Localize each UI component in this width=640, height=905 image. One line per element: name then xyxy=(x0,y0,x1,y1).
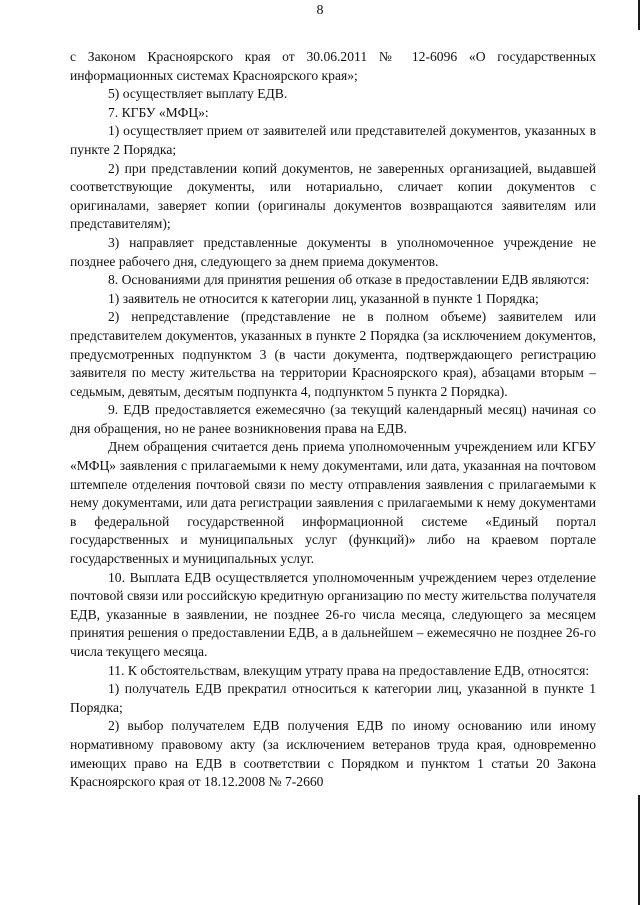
paragraph: 1) заявитель не относится к категории лиц, указанной в пункте 1 Порядка; xyxy=(108,290,539,306)
paragraph: 11. К обстоятельствам, влекущим утрату права на предоставление ЕДВ, относятся: xyxy=(108,662,590,678)
paragraph: 2) непредставление (представление не в полном объеме) заявителем или представителем документов, указанных в пункте 2 Порядка (за исключением документов, предусмотренных подпунктом 3 (в части документа, подтверждающего регистрацию заявителя по месту жительства на территории Красноярского края), абзацами вторым – седьмым, девятым, десятым подпункта 4, подпунктом 5 пункта 2 Порядка). xyxy=(70,309,596,399)
page-number: 8 xyxy=(316,3,324,18)
paragraph: 5) осуществляет выплату ЕДВ. xyxy=(108,86,288,102)
paragraph: 1) осуществляет прием от заявителей или представителей документов, указанных в пункте 2 Порядка; xyxy=(70,123,596,157)
paragraph: 7. КГБУ «МФЦ»: xyxy=(108,104,209,120)
paragraph: 3) направляет представленные документы в уполномоченное учреждение не позднее рабочего дня, следующего за днем приема документов. xyxy=(70,234,596,269)
document-body xyxy=(70,48,596,792)
paragraph: 1) получатель ЕДВ прекратил относиться к категории лиц, указанной в пункте 1 Порядка; xyxy=(70,681,596,715)
paragraph: 8. Основаниями для принятия решения об отказе в предоставлении ЕДВ являются: xyxy=(108,272,590,288)
paragraph: Днем обращения считается день приема уполномоченным учреждением или КГБУ «МФЦ» заявления с прилагаемыми к нему документами, или дата, указанная на почтовом штемпеле отделения почтовой связи по месту отправления заявления с прилагаемыми к нему документами, или дата регистрации заявления с прилагаемыми к нему документами в федеральной государственной информационной системе «Единый портал государственных и муниципальных услуг (функций)» либо на краевом портале государственных и муниципальных услуг. xyxy=(70,439,596,567)
paragraph: 2) выбор получателем ЕДВ получения ЕДВ по иному основанию или иному нормативному правовому акту (за исключением ветеранов труда края, одновременно имеющих право на ЕДВ в соответствии с Порядком и пунктом 1 статьи 20 Закона Красноярского края от 18.12.2008 № 7-2660 xyxy=(70,718,596,790)
paragraph: 10. Выплата ЕДВ осуществляется уполномоченным учреждением через отделение почтовой связи или российскую кредитную организацию по месту жительства получателя ЕДВ, указанные в заявлении, не позднее 26-го числа месяца, следующего за месяцем принятия решения о предоставлении ЕДВ, а в дальнейшем – ежемесячно не позднее 26-го числа текущего месяца. xyxy=(70,569,596,659)
paragraph: 2) при представлении копий документов, не заверенных организацией, выдавшей соответствующие документы, или нотариально, сличает копии документов с оригиналами, заверяет копии (оригиналы документов возвращаются заявителям или представителям); xyxy=(70,160,596,232)
paragraph: 9. ЕДВ предоставляется ежемесячно (за текущий календарный месяц) начиная со дня обращения, но не ранее возникновения права на ЕДВ. xyxy=(70,402,596,436)
paragraph: с Законом Красноярского края от 30.06.2011 № 12-6096 «О государственных информационных системах Красноярского края»; xyxy=(70,49,596,83)
